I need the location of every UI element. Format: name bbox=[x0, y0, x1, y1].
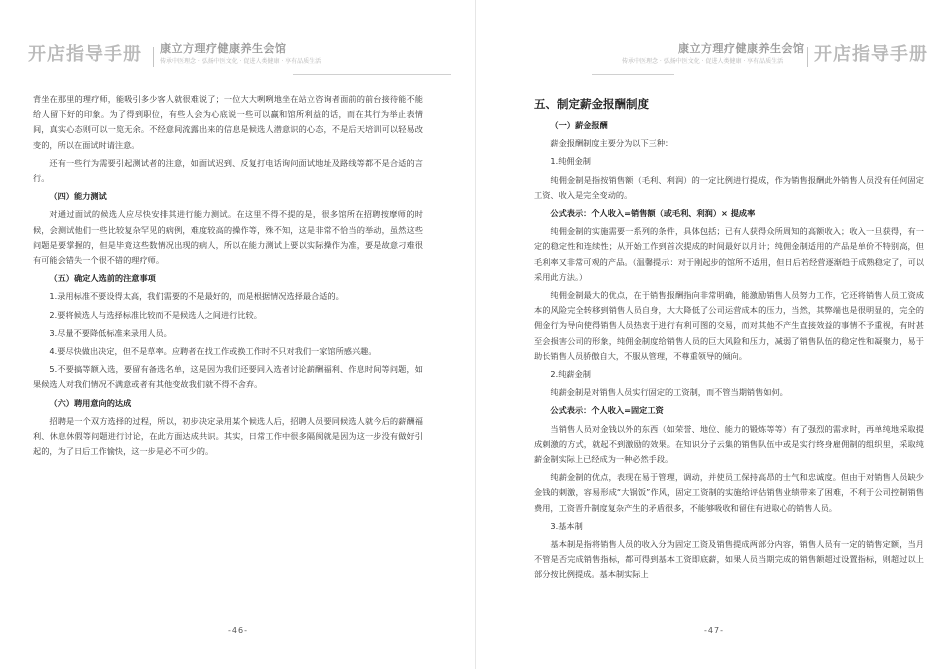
paragraph: 纯薪金制的优点，表现在易于管理，调动，并使员工保持高昂的士气和忠诚度。但由于对销售人员缺少金钱的刺激，容易形成“大锅饭”作风，固定工资制的实施给评估销售业绩带来了困难，不利于公司控制销售费用，工资晋升制度复杂产生的矛盾很多，不能够吸收和留住有进取心的销售人员。 bbox=[534, 472, 924, 513]
section-heading: （六）聘用意向的达成 bbox=[49, 397, 132, 408]
right-page-body bbox=[534, 92, 924, 586]
chapter-heading: 五、制定薪金报酬制度 bbox=[534, 97, 649, 111]
section-heading: （四）能力测试 bbox=[49, 191, 107, 202]
formula: 公式表示：个人收入=销售额（或毛利、利润）× 提成率 bbox=[550, 208, 756, 219]
formula: 公式表示：个人收入=固定工资 bbox=[550, 405, 664, 416]
header-brand: 康立方理疗健康养生会馆 bbox=[678, 42, 805, 55]
paragraph: 对通过面试的候选人应尽快安排其进行能力测试。在这里不得不提的是，很多馆所在招聘按摩师的时候，会测试他们一些比较复杂罕见的病例，难度较高的操作等，殊不知，这是非常不恰当的举动，虽然这些问题是要掌握的，但是毕竟这些数情况出现的病人，所以在能力测试上要以实际操作为准，要是故意刁难很有可能会错失一个很不错的理疗师。 bbox=[33, 209, 423, 266]
subheading: 2.纯薪金制 bbox=[550, 369, 591, 380]
right-page bbox=[476, 0, 952, 669]
paragraph: 当销售人员对金钱以外的东西（如荣誉、地位、能力的锻炼等等）有了强烈的需求时，再单纯地采取提成刺激的方式，就起不到激励的效果。在知识分子云集的销售队伍中或是实行终身雇佣制的组织里，采取纯薪金制实际上已经成为一种必然手段。 bbox=[534, 423, 924, 465]
list-item: 4.要尽快做出决定，但不是草率。应聘者在找工作或换工作时不只对我们一家馆所感兴趣。 bbox=[49, 346, 377, 357]
paragraph: 薪金报酬制度主要分为以下三种： bbox=[550, 138, 674, 149]
page-number: -46- bbox=[228, 626, 248, 635]
subheading: 3.基本制 bbox=[550, 520, 583, 531]
header-rule bbox=[592, 74, 674, 75]
header-slogan: 传承中医理念 · 弘扬中医文化 · 促进人类健康 · 享有品质生活 bbox=[622, 58, 784, 65]
section-heading: （五）确定人选前的注意事项 bbox=[49, 273, 156, 284]
section-heading: （一）薪金报酬 bbox=[550, 120, 608, 130]
page-number: -47- bbox=[704, 626, 724, 635]
page-header bbox=[592, 34, 952, 74]
header-slogan: 传承中医理念 · 弘扬中医文化 · 促进人类健康 · 享有品质生活 bbox=[160, 58, 322, 65]
list-item: 2.要将候选人与选择标准比较而不是候选人之间进行比较。 bbox=[49, 309, 262, 320]
paragraph: 纯薪金制是对销售人员实行固定的工资制，而不管当期销售如何。 bbox=[550, 387, 788, 398]
list-item: 3.尽量不要降低标准来录用人员。 bbox=[49, 327, 172, 338]
header-brand: 康立方理疗健康养生会馆 bbox=[160, 42, 287, 55]
paragraph: 基本制是指将销售人员的收入分为固定工资及销售提成两部分内容，销售人员有一定的销售定额，当月不管是否完成销售指标，都可得到基本工资即底薪，如果人员当期完成的销售额超过设置指标，则超过以上部分按比例提成。基本制实际上 bbox=[534, 539, 924, 580]
header-divider bbox=[153, 47, 154, 67]
page-header bbox=[28, 34, 448, 74]
paragraph: 招聘是一个双方选择的过程，所以，初步决定录用某个候选人后，招聘人员要同候选人就今后的薪酬福利、休息休假等问题进行讨论，在此方面达成共识。其实，日常工作中很多隔阂就是因为这一步没有做好引起的，为了日后工作愉快，这一步是必不可少的。 bbox=[33, 415, 423, 457]
list-item: 1.录用标准不要设得太高，我们需要的不是最好的，而是根据情况选择最合适的。 bbox=[49, 291, 344, 302]
header-divider bbox=[807, 47, 808, 67]
header-title: 开店指导手册 bbox=[28, 44, 142, 65]
header-title: 开店指导手册 bbox=[814, 44, 928, 65]
paragraph: 背坐在那里的理疗师，能吸引多少客人就很难说了；一位大大咧咧地坐在站立咨询者面前的前台接待能不能给人留下好的印象。为了得到职位，有些人会为心底说一些可以赢和馆所利益的话，而在其行为举止表情间，真实心态则可以一览无余。不经意间流露出来的信息是候选人潜意识的心态，不是后天培训可以轻易改变的，所以在面试时请注意。 bbox=[33, 94, 423, 150]
paragraph: 纯佣金制是指按销售额（毛利、利润）的一定比例进行提成，作为销售报酬此外销售人员没有任何固定工资、收入是完全变动的。 bbox=[534, 174, 924, 200]
left-page-body bbox=[33, 92, 423, 462]
header-rule bbox=[293, 74, 451, 75]
paragraph: 纯佣金制的实施需要一系列的条件，具体包括；已有人获得众所周知的高额收入；收入一旦获得，有一定的稳定性和连续性；从开始工作到首次提成的时间最好以月计；纯佣金制适用的产品是单价不特别高，但毛利率又非常可观的产品。（温馨提示：对于刚起步的馆所不适用，但日后若经营逐渐趋于成熟稳定了，可以采用此方法。） bbox=[534, 226, 924, 282]
paragraph: 还有一些行为需要引起测试者的注意，如面试迟到、反复打电话询问面试地址及路线等都不是合适的言行。 bbox=[33, 157, 423, 184]
subheading: 1.纯佣金制 bbox=[550, 156, 591, 167]
list-item: 5.不要搞等额入选，要留有备选名单，这是因为我们还要同入选者讨论薪酬福利、作息时间等问题，如果候选人对我们情况不满意或者有其他变故我们就不得不舍弃。 bbox=[33, 364, 423, 390]
paragraph: 纯佣金制最大的优点，在于销售报酬指向非常明确，能激励销售人员努力工作，它还将销售人员工资成本的风险完全转移到销售人员自身，大大降低了公司运营成本的压力，当然，其弊端也是很明显的，完全的佣金行为导向使得销售人员热衷于进行有利可图的交易，而对其他不产生直接效益的事情不予重视，有时甚至会损害公司的形象，纯佣金制度给销售人员的巨大风险和压力，减弱了销售队伍的稳定性和凝聚力，易于助长销售人员骄傲自大，不服从管理，不尊重领导的倾向。 bbox=[534, 290, 924, 361]
